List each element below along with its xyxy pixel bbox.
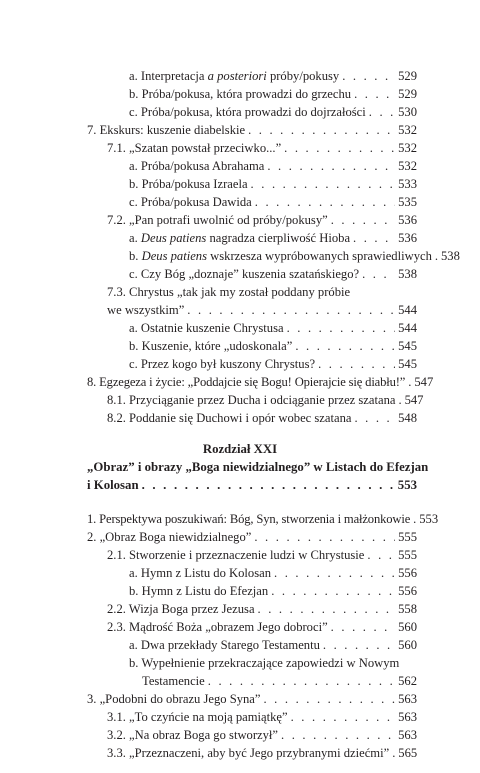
toc-entry xyxy=(107,302,417,319)
toc-page-number: 556 xyxy=(398,584,417,598)
toc-entry xyxy=(129,356,417,373)
toc-page-number: 555 xyxy=(398,530,417,544)
toc-page-number: 536 xyxy=(398,213,417,227)
toc-page-number: 545 xyxy=(398,339,417,353)
toc-page-number: 553 xyxy=(419,512,439,526)
toc-entry xyxy=(129,655,417,672)
dot-leader xyxy=(359,266,395,283)
toc-entry-text: 8. Egzegeza i życie: „Poddajcie się Bogu! Opierajcie się diabłu!” xyxy=(87,375,406,389)
toc-page-number: 544 xyxy=(398,303,417,317)
toc-page-number: 562 xyxy=(398,674,417,688)
toc-entry-text: 7. Ekskurs: kuszenie diabelskie xyxy=(87,123,246,137)
toc-entry-text: b. Próba/pokusa, która prowadzi do grzechu xyxy=(129,87,352,101)
toc-entry xyxy=(129,86,417,103)
toc-page-number: 563 xyxy=(398,710,417,724)
toc-entry-text: c. Czy Bóg „doznaje” kuszenia szatańskiego? xyxy=(129,267,360,281)
toc-page-number: 536 xyxy=(398,231,417,245)
toc-entry-text: b. Wypełnienie przekraczające zapowiedzi w Nowym xyxy=(129,656,400,670)
dot-leader xyxy=(351,410,395,427)
toc-page-number: 535 xyxy=(398,195,417,209)
toc-entry-text: a. Hymn z Listu do Kolosan xyxy=(129,566,272,580)
toc-page-number: 538 xyxy=(441,249,460,263)
toc-entry xyxy=(142,673,417,690)
toc-page-number: 547 xyxy=(404,393,424,407)
toc-entry-text: 2. „Obraz Boga niewidzialnego” xyxy=(87,530,252,544)
toc-entry-text: 1. Perspektywa poszukiwań: Bóg, Syn, stworzenia i małżonkowie xyxy=(87,512,411,526)
toc-entry-text: a. Interpretacja a posteriori próby/pokusy xyxy=(129,69,340,83)
dot-leader xyxy=(366,104,395,121)
toc-page-number: 530 xyxy=(398,105,417,119)
toc-page-number: 545 xyxy=(398,357,417,371)
toc-entry-text: a. Deus patiens nagradza cierpliwość Hioba xyxy=(129,231,351,245)
toc-entry-text: we wszystkim” xyxy=(107,303,185,317)
toc-page-number: 563 xyxy=(398,728,417,742)
dot-leader xyxy=(205,673,395,690)
toc-entry xyxy=(107,547,417,564)
dot-leader xyxy=(252,194,395,211)
toc-entry-text: 7.1. „Szatan powstał przeciwko...” xyxy=(107,141,282,155)
dot-leader xyxy=(364,547,395,564)
dot-leader xyxy=(260,691,395,708)
toc-entry xyxy=(129,266,417,283)
toc-entry xyxy=(107,284,417,301)
toc-entry-text: 2.1. Stworzenie i przeznaczenie ludzi w Chrystusie xyxy=(107,548,365,562)
toc-page-number: 563 xyxy=(398,692,417,706)
toc-page-number: 529 xyxy=(398,87,417,101)
dot-leader xyxy=(328,619,395,636)
toc-entry-text: Testamencie xyxy=(142,674,205,688)
toc-page-number: 538 xyxy=(398,267,417,281)
dot-leader xyxy=(255,601,395,618)
toc-entry-text: 8.2. Poddanie się Duchowi i opór wobec szatana xyxy=(107,411,352,425)
dot-leader xyxy=(315,356,395,373)
chapter-title-line-1: „Obraz” i obrazy „Boga niewidzialnego” w Listach do Efezjan xyxy=(87,460,429,474)
toc-entry xyxy=(107,709,417,726)
toc-entry xyxy=(129,194,417,211)
toc-page-number: 565 xyxy=(398,746,418,760)
toc-entry xyxy=(107,619,417,636)
toc-entry xyxy=(87,374,434,391)
toc-entry xyxy=(87,122,417,139)
toc-entry xyxy=(107,745,417,762)
toc-entry xyxy=(107,601,417,618)
toc-entry-text: a. Próba/pokusa Abrahama xyxy=(129,159,265,173)
toc-page-number: 558 xyxy=(398,602,417,616)
toc-entry xyxy=(107,410,417,427)
toc-entry-text: b. Hymn z Listu do Efezjan xyxy=(129,584,269,598)
toc-page-number: 529 xyxy=(398,69,417,83)
toc-entry xyxy=(129,338,417,355)
dot-leader xyxy=(288,709,395,726)
toc-entry-text: b. Deus patiens wskrzesza wypróbowanych sprawiedliwych xyxy=(129,249,432,263)
toc-entry-text: 3.1. „To czyńcie na moją pamiątkę” xyxy=(107,710,288,724)
dot-leader xyxy=(268,583,395,600)
toc-entry-text: c. Próba/pokusa, która prowadzi do dojrzałości xyxy=(129,105,366,119)
toc-entry xyxy=(107,212,417,229)
toc-entry xyxy=(107,140,417,157)
dot-leader xyxy=(278,727,395,744)
dot-leader xyxy=(139,477,395,494)
dot-leader xyxy=(292,338,395,355)
toc-entry xyxy=(129,248,460,265)
toc-page-number: 556 xyxy=(398,566,417,580)
toc-entry xyxy=(129,583,417,600)
toc-entry-text: c. Próba/pokusa Dawida xyxy=(129,195,252,209)
toc-entry xyxy=(107,727,417,744)
chapter-title-entry xyxy=(87,477,417,494)
toc-entry-text: 7.2. „Pan potrafi uwolnić od próby/pokusy” xyxy=(107,213,328,227)
toc-entry-text: 3.3. „Przeznaczeni, aby być Jego przybranymi dziećmi” xyxy=(107,746,390,760)
chapter-title-line-2: i Kolosan xyxy=(87,478,139,492)
toc-page-number: 532 xyxy=(398,123,417,137)
toc-entry-text: b. Próba/pokusa Izraela xyxy=(129,177,248,191)
toc-entry-text: 2.3. Mądrość Boża „obrazem Jego dobroci” xyxy=(107,620,328,634)
toc-entry-text: 3.2. „Na obraz Boga go stworzył” xyxy=(107,728,279,742)
dot-leader xyxy=(281,140,395,157)
toc-entry xyxy=(129,320,417,337)
toc-page-number: 547 xyxy=(414,375,434,389)
toc-page-number: 533 xyxy=(398,177,417,191)
toc-entry xyxy=(129,637,417,654)
toc-entry xyxy=(87,691,417,708)
toc-entry-text: 8.1. Przyciąganie przez Ducha i odciąganie przez szatana xyxy=(107,393,396,407)
dot-leader xyxy=(328,212,395,229)
toc-page-number: 553 xyxy=(397,478,417,492)
dot-leader xyxy=(350,230,395,247)
toc-entry-text: 3. „Podobni do obrazu Jego Syna” xyxy=(87,692,261,706)
toc-entry-text: a. Ostatnie kuszenie Chrystusa xyxy=(129,321,284,335)
toc-entry-text: 7.3. Chrystus „tak jak my został poddany próbie xyxy=(107,285,351,299)
toc-entry xyxy=(129,158,417,175)
toc-page-number: 560 xyxy=(398,620,417,634)
toc-page-number: 560 xyxy=(398,638,417,652)
dot-leader xyxy=(245,122,395,139)
toc-page-number: 548 xyxy=(398,411,417,425)
dot-leader xyxy=(351,86,395,103)
toc-entry-text: 2.2. Wizja Boga przez Jezusa xyxy=(107,602,255,616)
toc-entry xyxy=(129,176,417,193)
toc-entry xyxy=(107,392,424,409)
dot-leader xyxy=(320,637,395,654)
dot-leader xyxy=(251,529,395,546)
toc-page-number: 544 xyxy=(398,321,417,335)
toc-entry xyxy=(129,68,417,85)
toc-page-number: 532 xyxy=(398,141,417,155)
toc-entry xyxy=(87,529,417,546)
dot-leader xyxy=(264,158,395,175)
dot-leader xyxy=(248,176,395,193)
toc-entry xyxy=(129,230,417,247)
dot-leader xyxy=(284,320,395,337)
toc-page-number: 555 xyxy=(398,548,417,562)
dot-leader xyxy=(184,302,395,319)
toc-entry-text: a. Dwa przekłady Starego Testamentu xyxy=(129,638,320,652)
toc-entry xyxy=(129,565,417,582)
toc-entry-text: c. Przez kogo był kuszony Chrystus? xyxy=(129,357,316,371)
toc-page-number: 532 xyxy=(398,159,417,173)
chapter-heading: Rozdział XXI xyxy=(202,442,278,456)
toc-entry xyxy=(129,104,417,121)
toc-entry-text: b. Kuszenie, które „udoskonala” xyxy=(129,339,293,353)
dot-leader xyxy=(339,68,395,85)
dot-leader xyxy=(271,565,395,582)
toc-entry xyxy=(87,511,439,528)
